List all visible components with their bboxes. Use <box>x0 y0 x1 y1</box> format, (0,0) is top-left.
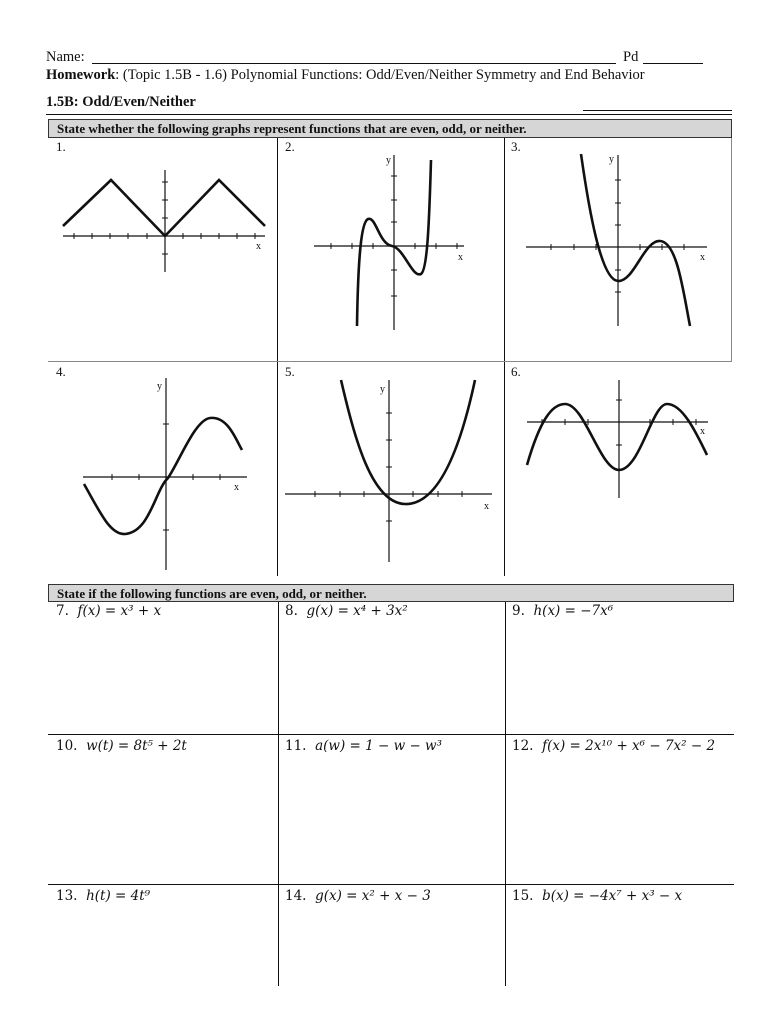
problem-11 <box>285 738 442 754</box>
problem-14-expr: x² + x − 3 <box>361 888 431 904</box>
problem-14-lhs: g(x) = <box>315 888 362 904</box>
problem-14 <box>285 888 431 904</box>
graph-3-curve <box>581 154 690 326</box>
name-label: Name: <box>46 49 85 65</box>
graphs-instruction-banner: State whether the following graphs represent functions that are even, odd, or neither. <box>48 119 732 138</box>
graph-4-number: 4. <box>56 364 66 379</box>
graph-5 <box>285 380 492 562</box>
problem-12-number: 12. <box>512 738 534 754</box>
problem-7-expr: x³ + x <box>120 603 162 619</box>
problem-14-number: 14. <box>285 888 307 904</box>
graph-3 <box>526 154 707 326</box>
section-title: 1.5B: Odd/Even/Neither <box>46 94 196 110</box>
problem-15 <box>512 888 682 904</box>
problem-8-expr: x⁴ + 3x² <box>353 603 408 619</box>
problem-7 <box>56 603 161 619</box>
graph-3-x-label: x <box>700 252 705 263</box>
functions-instruction-banner: State if the following functions are even, odd, or neither. <box>48 584 734 602</box>
graph-3-y-label: y <box>609 154 614 165</box>
func-divider-h2 <box>48 884 734 885</box>
problem-11-number: 11. <box>285 738 307 754</box>
problem-8 <box>285 603 408 619</box>
problem-13-number: 13. <box>56 888 78 904</box>
graph-2-x-label: x <box>458 252 463 263</box>
problem-9-number: 9. <box>512 603 525 619</box>
graph-2-number: 2. <box>285 139 295 154</box>
func-divider-h1 <box>48 734 734 735</box>
problem-13-expr: 4t⁹ <box>130 888 151 904</box>
period-label: Pd <box>623 49 639 65</box>
graph-6-curve <box>527 404 707 470</box>
problem-11-expr: 1 − w − w³ <box>365 738 443 754</box>
problem-7-number: 7. <box>56 603 69 619</box>
problem-12-expr: 2x¹⁰ + x⁶ − 7x² − 2 <box>585 738 716 754</box>
problem-9 <box>512 603 613 619</box>
problem-15-expr: −4x⁷ + x³ − x <box>588 888 683 904</box>
graph-4-x-label: x <box>234 482 239 493</box>
graph-6 <box>527 380 708 498</box>
problem-7-lhs: f(x) = <box>77 603 121 619</box>
graph-5-x-label: x <box>484 501 489 512</box>
problem-13-lhs: h(t) = <box>86 888 131 904</box>
graph-6-number: 6. <box>511 364 521 379</box>
problem-8-lhs: g(x) = <box>306 603 354 619</box>
graph-5-number: 5. <box>285 364 295 379</box>
problem-13 <box>56 888 150 904</box>
graph-1-curve <box>63 180 265 236</box>
graph-1-number: 1. <box>56 139 66 154</box>
problem-10 <box>56 738 187 754</box>
problem-12-lhs: f(x) = <box>542 738 586 754</box>
problem-12 <box>512 738 715 754</box>
graph-1-x-label: x <box>256 241 261 252</box>
graph-5-curve <box>341 380 475 504</box>
func-divider-v1 <box>278 602 279 986</box>
problem-8-number: 8. <box>285 603 298 619</box>
graph-4-y-label: y <box>157 381 162 392</box>
graph-2 <box>314 155 464 330</box>
graph-4-curve <box>84 418 242 534</box>
graph-3-number: 3. <box>511 139 521 154</box>
problem-9-expr: −7x⁶ <box>580 603 614 619</box>
problem-9-lhs: h(x) = <box>533 603 581 619</box>
graph-2-y-label: y <box>386 155 391 166</box>
graph-5-y-label: y <box>380 384 385 395</box>
graph-1 <box>63 170 265 272</box>
homework-description: : (Topic 1.5B - 1.6) Polynomial Functions: Odd/Even/Neither Symmetry and End Behavior <box>115 67 645 83</box>
problem-10-lhs: w(t) = <box>86 738 134 754</box>
graph-4 <box>83 378 247 570</box>
problem-11-lhs: a(w) = <box>315 738 366 754</box>
problem-10-expr: 8t⁵ + 2t <box>133 738 187 754</box>
graph-6-x-label: x <box>700 426 705 437</box>
problem-15-number: 15. <box>512 888 534 904</box>
homework-label: Homework <box>46 67 116 83</box>
func-divider-v2 <box>505 602 506 986</box>
problem-15-lhs: b(x) = <box>542 888 589 904</box>
problem-10-number: 10. <box>56 738 78 754</box>
